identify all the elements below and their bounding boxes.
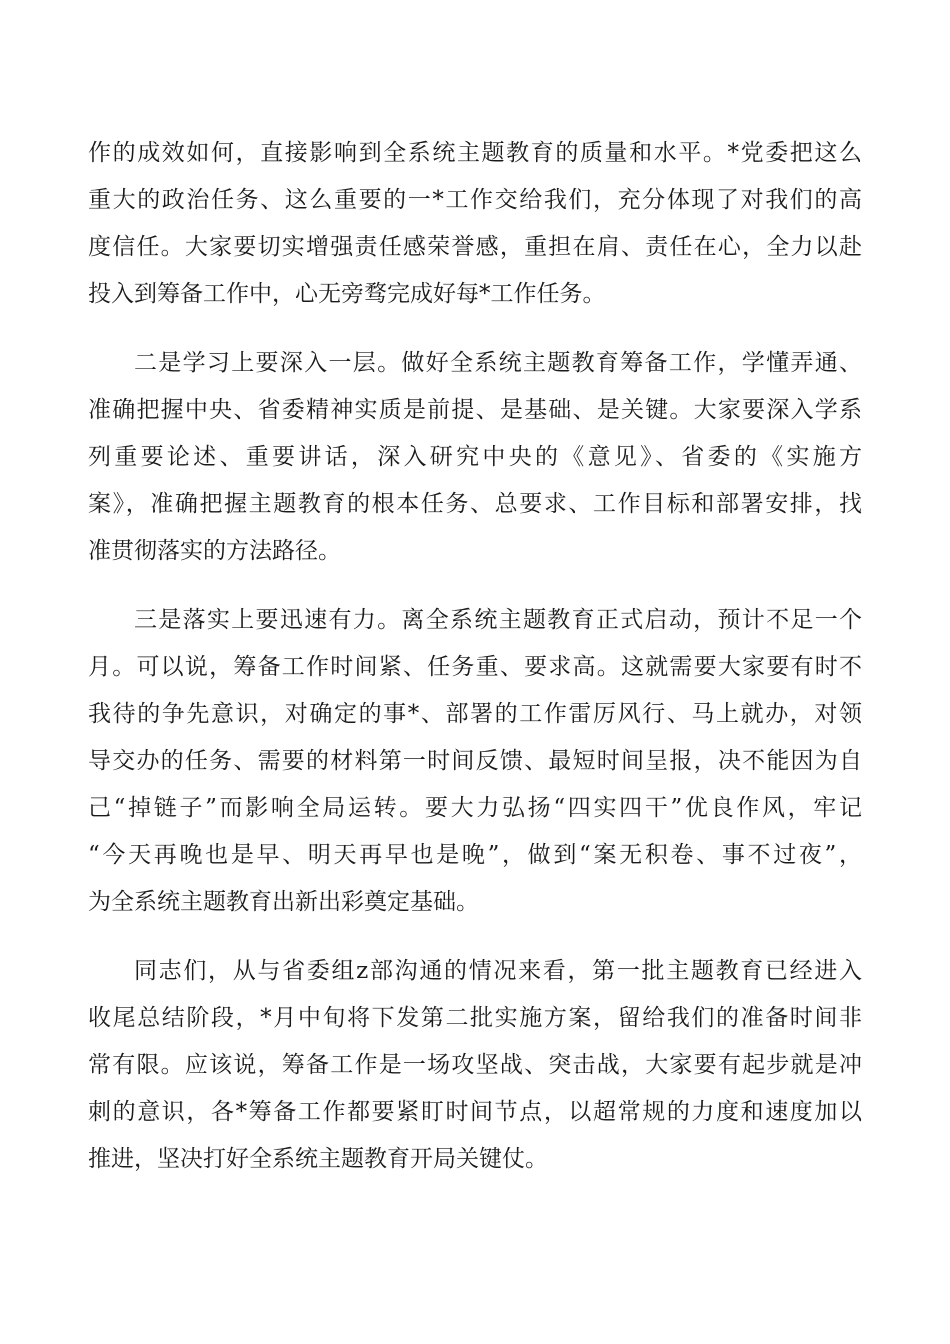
paragraph-1 (88, 130, 862, 318)
text-line: “今天再晚也是早、明天再早也是晚”，做到“案无积卷、事不过夜”， (88, 842, 862, 868)
text-line: 准确把握中央、省委精神实质是前提、是基础、是关键。大家要深入学系 (88, 397, 862, 423)
paragraph-3 (88, 597, 862, 926)
text-line: 度信任。大家要切实增强责任感荣誉感，重担在肩、责任在心，全力以赴 (88, 234, 862, 260)
text-line: 投入到筹备工作中，心无旁骛完成好每*工作任务。 (88, 281, 606, 307)
text-line: 同志们，从与省委组z部沟通的情况来看，第一批主题教育已经进入 (134, 958, 862, 984)
text-line: 我待的争先意识，对确定的事*、部署的工作雷厉风行、马上就办，对领 (88, 701, 862, 727)
paragraph-2 (88, 340, 862, 575)
text-line: 己“掉链子”而影响全局运转。要大力弘扬“四实四干”优良作风，牢记 (88, 795, 862, 821)
text-line: 月。可以说，筹备工作时间紧、任务重、要求高。这就需要大家要有时不 (88, 654, 862, 680)
text-line: 二是学习上要深入一层。做好全系统主题教育筹备工作，学懂弄通、 (134, 350, 862, 376)
text-line: 列重要论述、重要讲话，深入研究中央的《意见》、省委的《实施方 (88, 444, 862, 470)
paragraph-4 (88, 948, 862, 1183)
text-line: 推进，坚决打好全系统主题教育开局关键仗。 (88, 1146, 548, 1172)
text-line: 为全系统主题教育出新出彩奠定基础。 (88, 889, 479, 915)
text-line: 三是落实上要迅速有力。离全系统主题教育正式启动，预计不足一个 (134, 607, 862, 633)
text-line: 收尾总结阶段，*月中旬将下发第二批实施方案，留给我们的准备时间非 (88, 1005, 862, 1031)
text-line: 作的成效如何，直接影响到全系统主题教育的质量和水平。*党委把这么 (88, 140, 862, 166)
text-line: 准贯彻落实的方法路径。 (88, 538, 341, 564)
text-line: 重大的政治任务、这么重要的一*工作交给我们，充分体现了对我们的高 (88, 187, 862, 213)
text-line: 刺的意识，各*筹备工作都要紧盯时间节点，以超常规的力度和速度加以 (88, 1099, 862, 1125)
document-page (88, 130, 862, 1205)
text-line: 导交办的任务、需要的材料第一时间反馈、最短时间呈报，决不能因为自 (88, 748, 862, 774)
text-line: 案》，准确把握主题教育的根本任务、总要求、工作目标和部署安排，找 (88, 491, 862, 517)
text-line: 常有限。应该说，筹备工作是一场攻坚战、突击战，大家要有起步就是冲 (88, 1052, 862, 1078)
